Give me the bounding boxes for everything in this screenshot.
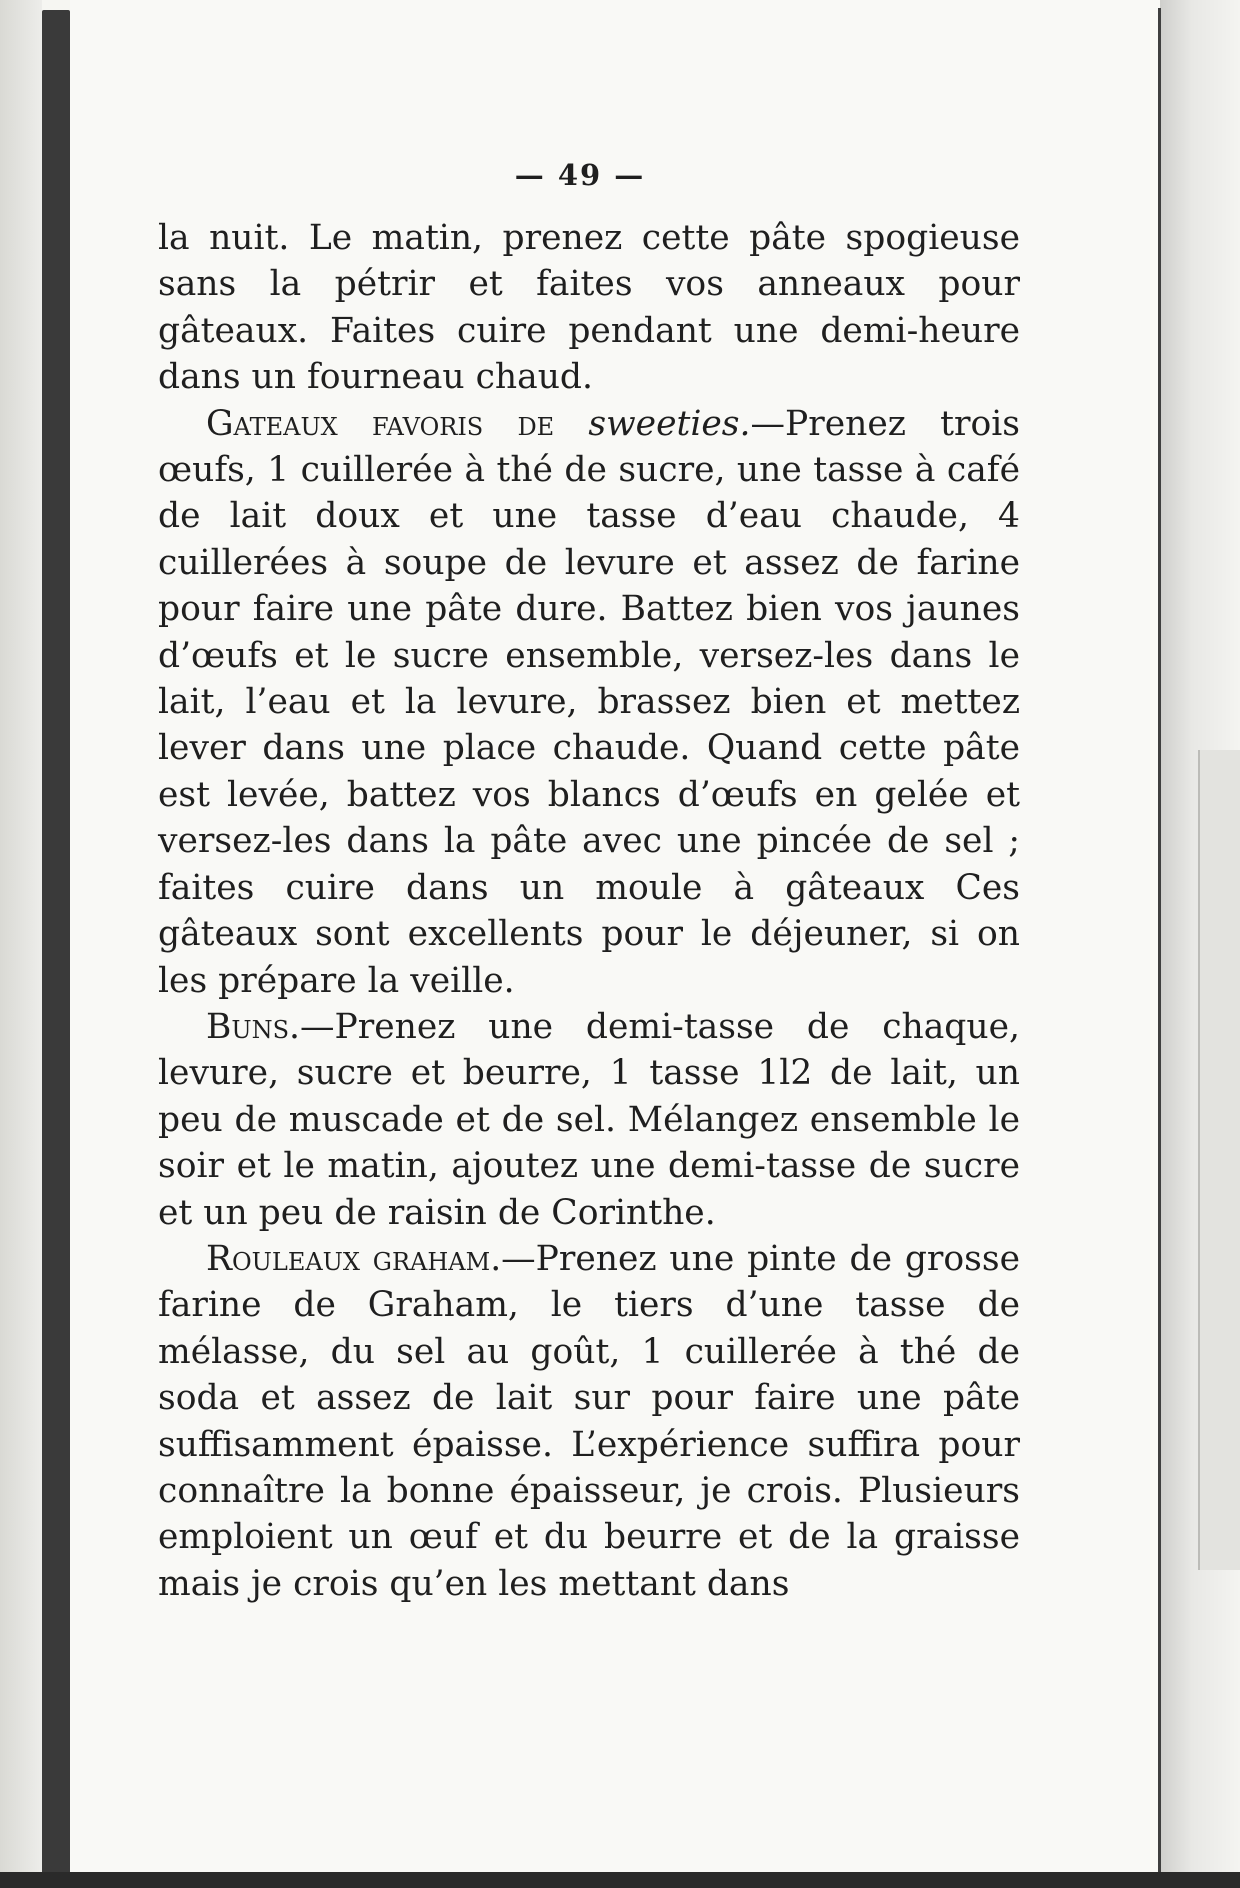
recipe-text: —Prenez trois œufs, 1 cuillerée à thé de sucre, une tasse à café de lait doux et une tasse d’eau chaude, 4 cuillerées à soupe de levure et assez de farine pour faire une pâte dure. Battez bien vos jaunes d’œufs et le sucre ensemble, versez-les dans le lait, l’eau et la levure, brassez bien et mettez lever dans une place chaude. Quand cette pâte est levée, battez vos blancs d’œufs en gelée et versez-les dans la pâte avec une pincée de sel ; faites cuire dans un moule à gâteaux Ces gâteaux sont excellents pour le déjeuner, si on les prépare la veille. (158, 403, 1020, 1001)
recipe-rouleaux-graham (158, 1236, 1020, 1607)
recipe-text: —Prenez une demi-tasse de chaque, levure, sucre et beurre, 1 tasse 1l2 de lait, un peu de muscade et de sel. Mélangez ensemble le soir et le matin, ajoutez une demi-tasse de sucre et un peu de raisin de Corinthe. (158, 1006, 1020, 1233)
page-edge-line (1158, 8, 1161, 1880)
page-text (158, 215, 1020, 1607)
scan-border-bottom (0, 1872, 1240, 1888)
paragraph-continuation (158, 215, 1020, 401)
recipe-text: —Prenez une pinte de grosse farine de Graham, le tiers d’une tasse de mélasse, du sel au goût, 1 cuillerée à thé de soda et assez de lait sur pour faire une pâte suffisamment épaisse. L’expérience suffira pour connaître la bonne épaisseur, je crois. Plusieurs emploient un œuf et du beurre et de la graisse mais je crois qu’en les mettant dans (158, 1238, 1020, 1604)
binding-edge (42, 10, 70, 1880)
recipe-title-italic: sweeties. (588, 403, 751, 444)
recipe-buns (158, 1004, 1020, 1236)
recipe-title: Rouleaux graham. (206, 1238, 502, 1279)
recipe-title: Buns. (206, 1006, 300, 1047)
binding-gutter (0, 0, 42, 1888)
recipe-title: Gateaux favoris de (206, 403, 589, 444)
page-tab (1198, 750, 1240, 1570)
recipe-gateaux-favoris (158, 401, 1020, 1004)
page-number: — 49 — (514, 158, 646, 192)
paragraph-text: la nuit. Le matin, prenez cette pâte spogieuse sans la pétrir et faites vos anneaux pour gâteaux. Faites cuire pendant une demi-heure dans un fourneau chaud. (158, 218, 1020, 398)
